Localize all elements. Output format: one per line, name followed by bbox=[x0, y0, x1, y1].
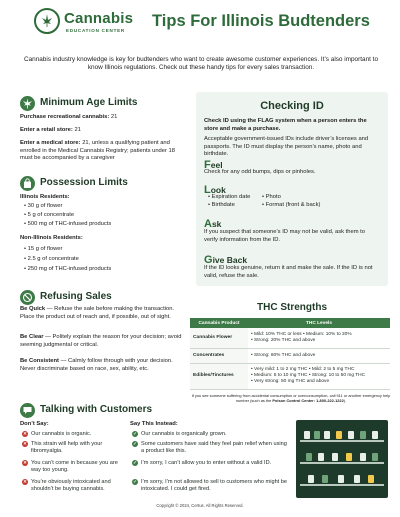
x-icon: ✕ bbox=[23, 479, 27, 484]
no-sign-icon bbox=[20, 290, 35, 305]
cannabis-logo-icon bbox=[34, 8, 60, 34]
thc-levels: • Mild: 10% THC or less • Medium: 10% to 20% • Strong: 20% THC and above bbox=[248, 328, 390, 348]
thc-header-row bbox=[190, 318, 390, 328]
thc-title: THC Strengths bbox=[257, 302, 327, 313]
rec-age-value: 21 bbox=[110, 114, 118, 120]
say-instead-label: Say This Instead: bbox=[130, 421, 178, 427]
refusing-item: Be Clear — Politely explain the reason for your decision; avoid seeming judgmental or critical. bbox=[20, 334, 182, 348]
min-age-title: Minimum Age Limits bbox=[40, 97, 138, 108]
x-icon: ✕ bbox=[23, 431, 27, 436]
thc-product: Cannabis Flower bbox=[190, 328, 248, 348]
non-residents-item: • 15 g of flower bbox=[24, 246, 63, 252]
checking-id-lead: Check ID using the FLAG system when a person enters the store and make a purchase. bbox=[204, 118, 367, 132]
residents-item: • 30 g of flower bbox=[24, 203, 63, 209]
medical-age-line bbox=[20, 140, 188, 163]
thc-col-product: Cannabis Product bbox=[190, 318, 248, 328]
give-back-text: If the ID looks genuine, return it and make the sale. If the ID is not valid, refuse the sale. bbox=[204, 265, 373, 279]
rec-age-label: Purchase recreational cannabis: bbox=[20, 114, 110, 120]
brand-name: Cannabis bbox=[64, 10, 134, 27]
retail-age-line bbox=[20, 127, 190, 135]
thc-product: Edibles/Tinctures bbox=[190, 363, 248, 389]
dont-say-label: Don’t Say: bbox=[20, 421, 49, 427]
leaf-icon bbox=[20, 96, 35, 111]
look-bullet: • Photo bbox=[262, 194, 281, 200]
checking-id-title: Checking ID bbox=[260, 100, 324, 112]
medical-age-label: Enter a medical store: bbox=[20, 140, 81, 146]
medical-age-text: 21, unless a qualifying patient and enrolled in the Medical Cannabis Registry; patients under 18 must be accompanied by a caregiver bbox=[20, 140, 175, 162]
chat-icon bbox=[20, 403, 35, 418]
accepted-ids-text: Acceptable government-issued IDs include driver’s licenses and passports. The ID must display the person’s name, photo and birthdate. bbox=[204, 136, 369, 158]
brand-subtitle: EDUCATION CENTER bbox=[66, 28, 125, 33]
possession-title: Possession Limits bbox=[40, 177, 128, 188]
look-bullet: • Expiration date bbox=[208, 194, 251, 200]
refusing-item: Be Quick — Refuse the sale before making the transaction. Place the product out of reach and, if possible, out of sight. bbox=[20, 306, 175, 320]
refusing-title: Refusing Sales bbox=[40, 291, 112, 302]
non-residents-item: • 250 mg of THC-infused products bbox=[24, 266, 112, 272]
thc-levels: • Strong: 60% THC and above bbox=[248, 348, 390, 363]
ask-heading: Ask bbox=[204, 218, 222, 230]
non-residents-item: • 2.5 g of concentrate bbox=[24, 256, 79, 262]
ask-text: If you suspect that someone’s ID may not be valid, ask them to verify information from the ID. bbox=[204, 229, 365, 243]
check-icon: ✓ bbox=[133, 460, 137, 465]
retail-age-value: 21 bbox=[74, 127, 81, 133]
feel-heading: Feel bbox=[204, 159, 223, 171]
thc-table bbox=[190, 318, 390, 390]
look-heading: Look bbox=[204, 184, 226, 196]
header bbox=[0, 0, 400, 52]
table-row bbox=[190, 363, 390, 389]
table-row bbox=[190, 328, 390, 348]
intro-text: Cannabis industry knowledge is key for budtenders who want to create awesome customer experiences. It’s also important to know Illinois regulations. Check out these handy tips for every sales transaction. bbox=[23, 56, 379, 72]
thc-levels: • Very mild: 1 to 2 mg THC • Mild: 2 to 5 mg THC • Medium: 5 to 10 mg THC • Strong: 10 to 50 mg THC • Very strong: 50 mg THC and above bbox=[248, 363, 390, 389]
table-row bbox=[190, 348, 390, 363]
look-bullet: • Format (front & back) bbox=[262, 202, 321, 208]
refusing-item: Be Consistent — Calmly follow through with your decision. Never discriminate based on race, sex, ability, etc. bbox=[20, 358, 173, 372]
dispensary-shelf-illustration bbox=[296, 420, 388, 498]
residents-item: • 5 g of concentrate bbox=[24, 212, 75, 218]
give-back-heading: Give Back bbox=[204, 254, 248, 266]
bag-icon bbox=[20, 176, 35, 191]
residents-item: • 500 mg of THC-infused products bbox=[24, 221, 112, 227]
feel-text: Check for any odd bumps, dips or pinholes. bbox=[204, 169, 316, 175]
page-title: Tips For Illinois Budtenders bbox=[152, 12, 370, 30]
copyright: Copyright © 2024, Certus. All Rights Reserved. bbox=[156, 503, 244, 508]
check-icon: ✓ bbox=[133, 441, 137, 446]
thc-col-levels: THC Levels bbox=[248, 318, 390, 328]
check-icon: ✓ bbox=[133, 479, 137, 484]
non-residents-label: Non-Illinois Residents: bbox=[20, 235, 83, 241]
thc-product: Concentrates bbox=[190, 348, 248, 363]
retail-age-label: Enter a retail store: bbox=[20, 127, 73, 133]
rec-age-line bbox=[20, 114, 190, 122]
checking-id-panel bbox=[196, 92, 388, 286]
check-icon: ✓ bbox=[133, 431, 137, 436]
talking-title: Talking with Customers bbox=[40, 404, 153, 415]
x-icon: ✕ bbox=[23, 460, 27, 465]
look-bullet: • Birthdate bbox=[208, 202, 235, 208]
poison-control-note: If you see someone suffering from accidental consumption or overconsumption, call 911 or another emergency help number (such as the Poison Control Center: 1-800-222-1222). bbox=[191, 393, 391, 403]
x-icon: ✕ bbox=[23, 441, 27, 446]
residents-label: Illinois Residents: bbox=[20, 194, 70, 200]
